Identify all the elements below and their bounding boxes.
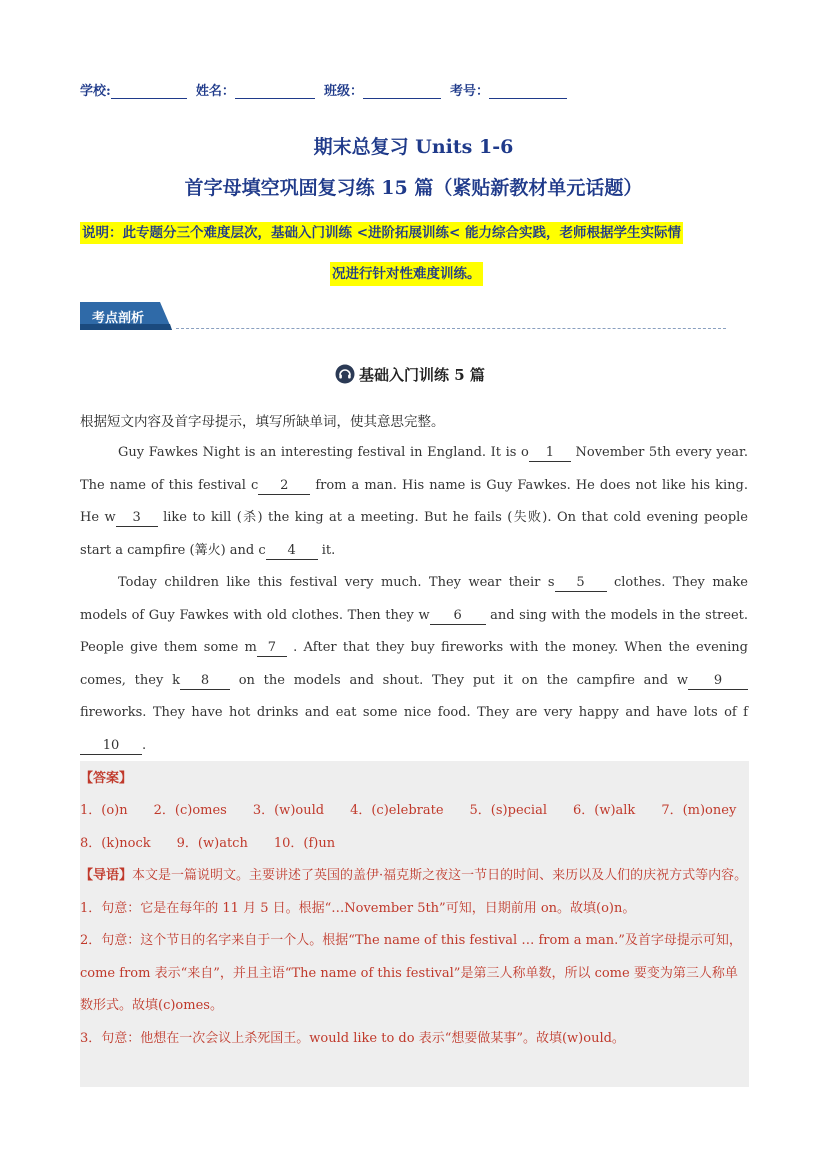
blank-2[interactable]: 2 <box>258 478 310 495</box>
note-line-2: 况进行针对性难度训练。 <box>330 262 483 286</box>
page-title: 期末总复习 Units 1-6 <box>313 136 514 158</box>
blank-1[interactable]: 1 <box>529 445 571 462</box>
answer-item: 2．(c)omes <box>153 803 227 818</box>
blank-9[interactable]: 9 <box>688 673 748 690</box>
page-subtitle: 首字母填空巩固复习练 15 篇（紧贴新教材单元话题） <box>184 177 643 199</box>
blank-5[interactable]: 5 <box>555 575 607 592</box>
blank-3[interactable]: 3 <box>116 510 158 527</box>
answer-item: 4．(c)elebrate <box>350 803 444 818</box>
class-field[interactable] <box>363 84 441 99</box>
passage-text: clothes. They make models of Guy Fawkes with old clothes. Then they w <box>80 575 748 623</box>
note-line-1: 说明：此专题分三个难度层次，基础入门训练 <进阶拓展训练< 能力综合实践，老师根据学生实际情 <box>80 222 683 244</box>
passage-paragraph-1 <box>80 437 748 567</box>
passage-text: fireworks. They have hot drinks and eat some nice food. They are very happy and have lots of f <box>80 705 748 720</box>
student-info-header <box>80 80 567 99</box>
sub-heading-text: 基础入门训练 5 篇 <box>359 365 485 384</box>
blank-10[interactable]: 10 <box>80 738 142 755</box>
passage-text: and sing with the models in the street. People give them some m <box>80 607 749 655</box>
answer-label: 【答案】 <box>80 771 133 786</box>
passage-text: November 5th every year. The name of this festival c <box>80 445 748 493</box>
answer-item: 10．(f)un <box>273 836 336 851</box>
class-label: 班级： <box>323 84 363 99</box>
sub-heading <box>335 362 485 386</box>
guide-text: 本文是一篇说明文。主要讲述了英国的盖伊·福克斯之夜这一节日的时间、来历以及人们的庆祝方式等内容。 <box>132 868 748 883</box>
passage-text: from a man. His name is Guy Fawkes. He does not like his king. He w <box>80 477 748 525</box>
explanation-block <box>80 860 749 1055</box>
explanation-1: 1．句意：它是在每年的 11 月 5 日。根据“…November 5th”可知，日期前用 on。故填(o)n。 <box>80 900 636 916</box>
passage-text: . <box>142 737 147 753</box>
guide-label: 【导语】 <box>80 868 133 883</box>
section-tag-label: 考点剖析 <box>92 311 145 326</box>
answer-row-2 <box>80 828 749 861</box>
name-field[interactable] <box>235 84 315 99</box>
exam-no-field[interactable] <box>489 84 567 99</box>
explanation-2: 2．句意：这个节日的名字来自于一个人。根据“The name of this festival … from a man.”及首字母提示可知，come from 表示“来自”，并且主语“The name of this festival”是第三人称单数，所以 come 要变为第三人称单数形式。故填(c)omes。 <box>80 933 742 1013</box>
answer-item: 3．(w)ould <box>252 803 325 818</box>
passage-paragraph-2 <box>80 567 748 762</box>
blank-4[interactable]: 4 <box>266 543 318 560</box>
instruction: 根据短文内容及首字母提示，填写所缺单词，使其意思完整。 <box>80 414 445 430</box>
blank-7[interactable]: 7 <box>257 640 287 657</box>
explanation-3: 3．句意：他想在一次会议上杀死国王。would like to do 表示“想要做某事”。故填(w)ould。 <box>80 1030 625 1046</box>
answer-item: 9．(w)atch <box>176 836 248 851</box>
school-field[interactable] <box>111 84 187 99</box>
headset-icon <box>335 364 355 384</box>
passage-text: . After that they buy fireworks with the money. When the evening comes, they k <box>80 640 748 688</box>
passage-text: Today children like this festival very much. They wear their s <box>118 575 555 590</box>
passage-text: on the models and shout. They put it on the campfire and w <box>229 672 688 688</box>
guide-paragraph <box>80 860 749 893</box>
section-divider <box>176 328 726 329</box>
answer-item: 6．(w)alk <box>572 803 636 818</box>
passage-text: it. <box>317 542 336 558</box>
answer-row-1 <box>80 795 749 828</box>
blank-8[interactable]: 8 <box>180 673 230 690</box>
answer-item: 1．(o)n <box>80 803 128 818</box>
name-label: 姓名： <box>195 84 235 99</box>
answer-item: 5．(s)pecial <box>469 803 547 818</box>
answer-item: 8．(k)nock <box>80 836 151 851</box>
blank-6[interactable]: 6 <box>430 608 486 625</box>
passage-text: like to kill (杀) the king at a meeting. But he fails (失败). On that cold evening people start a campfire (篝火) and c <box>80 510 748 558</box>
exam-no-label: 考号： <box>450 84 490 99</box>
passage-text: Guy Fawkes Night is an interesting festival in England. It is o <box>118 445 529 460</box>
school-label: 学校: <box>80 84 111 99</box>
answer-item: 7．(m)oney <box>661 803 737 818</box>
